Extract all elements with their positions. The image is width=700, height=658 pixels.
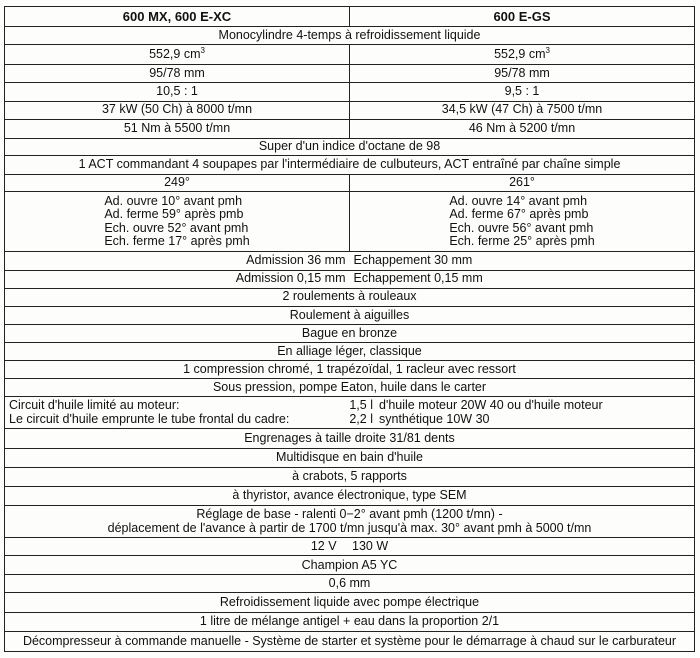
compression-row	[5, 83, 695, 101]
spark-plug: Champion A5 YC	[5, 556, 695, 575]
oil-row2-qty: 2,2 l	[349, 411, 373, 426]
valve-diameter-intake: Admission 36 mm	[5, 252, 350, 270]
power-col2: 34,5 kW (47 Ch) à 7500 t/mn	[350, 101, 695, 119]
oil-row	[5, 397, 695, 429]
alternator	[305, 540, 394, 554]
coolant: 1 litre de mélange antigel + eau dans la proportion 2/1	[5, 612, 695, 631]
valve-timing-col1-line: Ad. ferme 59° après pmb	[104, 207, 244, 222]
oil-row2-desc: synthétique 10W 30	[379, 411, 490, 426]
torque-col2: 46 Nm à 5200 t/mn	[350, 119, 695, 138]
primary-drive: Engrenages à taille droite 31/81 dents	[5, 429, 695, 448]
valve-timing-col2	[449, 195, 594, 249]
header-col1: 600 MX, 600 E-XC	[5, 7, 350, 27]
bore-stroke-col2: 95/78 mm	[350, 65, 695, 83]
valve-timing-col2-line: Ad. ouvre 14° avant pmh	[449, 193, 588, 208]
ignition: à thyristor, avance électronique, type SEM	[5, 486, 695, 505]
power-row	[5, 101, 695, 119]
header-row	[5, 7, 695, 27]
valve-timing-col2-line: Ech. ferme 25° après pmh	[449, 234, 595, 249]
small-end: Roulement à aiguilles	[5, 306, 695, 324]
fuel: Super d'un indice d'octane de 98	[5, 138, 695, 155]
ignition-timing-line2: déplacement de l'avance à partir de 1700 t/mn jusqu'à max. 30° avant pmh à 5000 t/mn	[107, 520, 592, 535]
ignition-timing-row	[5, 505, 695, 537]
valve-timing-col1-line: Ad. ouvre 10° avant pmh	[104, 193, 243, 208]
starting-system: Décompresseur à commande manuelle - Système de starter et système pour le démarrage à chaud sur le carburateur	[5, 631, 695, 651]
valve-clearance-exhaust: Echappement 0,15 mm	[350, 270, 695, 288]
bore-stroke-col1: 95/78 mm	[5, 65, 350, 83]
alternator-power: 130 W	[352, 538, 389, 553]
piston: En alliage léger, classique	[5, 342, 695, 360]
cam-angle-col1: 249°	[5, 174, 350, 191]
displacement-col1-exp: 3	[200, 45, 205, 55]
valve-timing-col1	[104, 195, 249, 249]
valve-clearance-row	[5, 270, 695, 288]
compression-col2: 9,5 : 1	[350, 83, 695, 101]
cooling: Refroidissement liquide avec pompe électrique	[5, 593, 695, 612]
valve-timing-row	[5, 192, 695, 252]
gearbox: à crabots, 5 rapports	[5, 467, 695, 486]
displacement-col2: 552,9 cm	[494, 47, 546, 62]
ignition-timing-line1: Réglage de base - ralenti 0−2° avant pmh (1200 t/mn) -	[196, 507, 503, 522]
cam-angle-row	[5, 174, 695, 191]
valve-timing-col1-line: Ech. ouvre 52° avant pmh	[104, 220, 249, 235]
alternator-row	[5, 538, 695, 556]
torque-row	[5, 119, 695, 138]
valve-timing-col2-line: Ech. ouvre 56° avant pmh	[449, 220, 594, 235]
header-col2: 600 E-GS	[350, 7, 695, 27]
power-col1: 37 kW (50 Ch) à 8000 t/mn	[5, 101, 350, 119]
oil-row1-qty: 1,5 l	[349, 398, 373, 413]
torque-col1: 51 Nm à 5500 t/mn	[5, 119, 350, 138]
valve-timing-col2-line: Ad. ferme 67° après pmb	[449, 207, 589, 222]
valve-timing-col1-line: Ech. ferme 17° après pmh	[104, 234, 250, 249]
camshaft: 1 ACT commandant 4 soupapes par l'intermédiaire de culbuteurs, ACT entraîné par chaîne simple	[5, 155, 695, 174]
lubrication: Sous pression, pompe Eaton, huile dans le carter	[5, 379, 695, 397]
displacement-row	[5, 45, 695, 65]
oil-capacity	[9, 399, 690, 426]
piston-rings: 1 compression chromé, 1 trapézoïdal, 1 racleur avec ressort	[5, 361, 695, 379]
valve-diameter-exhaust: Echappement 30 mm	[350, 252, 695, 270]
bore-stroke-row	[5, 65, 695, 83]
engine-type: Monocylindre 4-temps à refroidissement liquide	[5, 27, 695, 45]
valve-clearance-intake: Admission 0,15 mm	[5, 270, 350, 288]
big-end: Bague en bronze	[5, 324, 695, 342]
displacement-col1: 552,9 cm	[149, 47, 201, 62]
crank-bearings: 2 roulements à rouleaux	[5, 288, 695, 306]
clutch: Multidisque en bain d'huile	[5, 448, 695, 467]
plug-gap: 0,6 mm	[5, 575, 695, 593]
displacement-col2-exp: 3	[545, 45, 550, 55]
oil-row2-label: Le circuit d'huile emprunte le tube frontal du cadre:	[9, 411, 290, 426]
compression-col1: 10,5 : 1	[5, 83, 350, 101]
valve-diameter-row	[5, 252, 695, 270]
oil-row1-desc: d'huile moteur 20W 40 ou d'huile moteur	[379, 398, 603, 413]
cam-angle-col2: 261°	[350, 174, 695, 191]
alternator-voltage: 12 V	[310, 538, 337, 553]
engine-spec-table	[4, 6, 695, 652]
oil-row1-label: Circuit d'huile limité au moteur:	[9, 398, 180, 413]
